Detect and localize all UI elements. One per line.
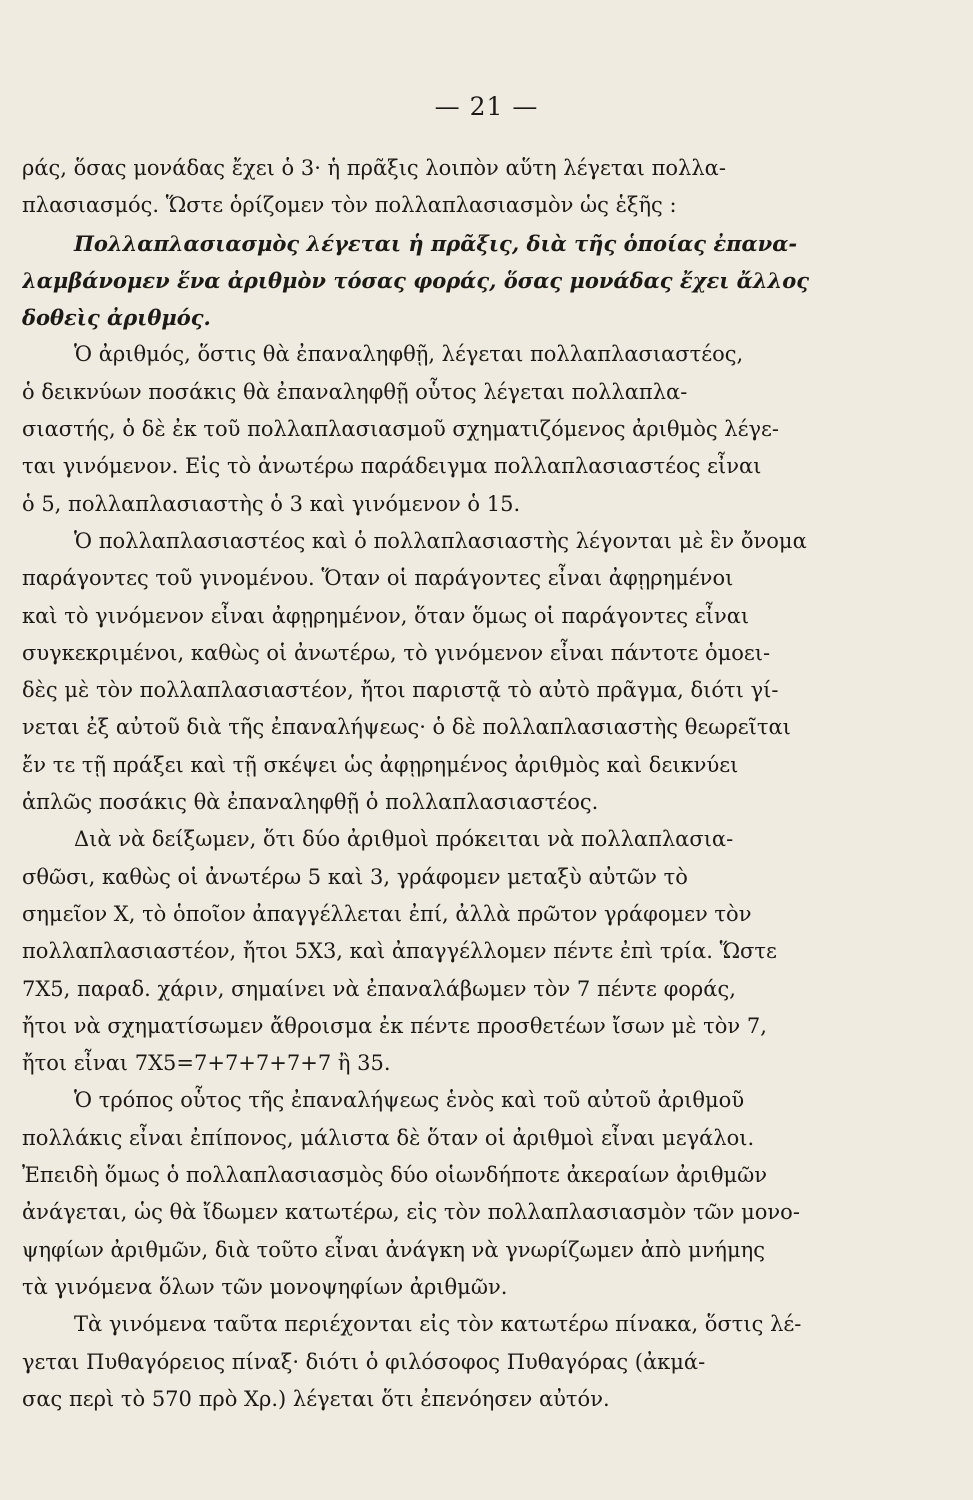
definition-line: λαμβάνομεν ἕνα ἀριθμὸν τόσας φοράς, ὅσας μονάδας ἔχει ἄλλος <box>22 267 810 293</box>
text-line: συγκεκριμένοι, καθὼς οἱ ἀνωτέρω, τὸ γινόμενον εἶναι πάντοτε ὁμοει- <box>22 640 771 665</box>
text-line: Ὁ τρόπος οὗτος τῆς ἐπαναλήψεως ἑνὸς καὶ τοῦ αὐτοῦ ἀριθμοῦ <box>74 1088 745 1113</box>
text-line: σας περὶ τὸ 570 πρὸ Χρ.) λέγεται ὅτι ἐπενόησεν αὐτόν. <box>22 1386 610 1411</box>
text-line: 7X5, παραδ. χάριν, σημαίνει νὰ ἐπαναλάβωμεν τὸν 7 πέντε φοράς, <box>22 976 736 1001</box>
text-line: ἤτοι εἶναι 7X5=7+7+7+7+7 ἢ 35. <box>22 1051 391 1076</box>
text-line: ἤτοι νὰ σχηματίσωμεν ἄθροισμα ἐκ πέντε προσθετέων ἴσων μὲ τὸν 7, <box>22 1013 767 1038</box>
text-line: Ὁ πολλαπλασιαστέος καὶ ὁ πολλαπλασιαστὴς λέγονται μὲ ἓν ὄνομα <box>74 528 807 553</box>
text-line: πλασιασμός. Ὥστε ὁρίζομεν τὸν πολλαπλασιασμὸν ὡς ἑξῆς : <box>22 193 677 218</box>
text-line: Ἐπειδὴ ὅμως ὁ πολλαπλασιασμὸς δύο οἱωνδήποτε ἀκεραίων ἀριθμῶν <box>22 1163 768 1188</box>
text-line: πολλάκις εἶναι ἐπίπονος, μάλιστα δὲ ὅταν οἱ ἀριθμοὶ εἶναι μεγάλοι. <box>22 1125 755 1150</box>
definition-line: δοθεὶς ἀριθμός. <box>22 305 211 331</box>
definition-line: Πολλαπλασιασμὸς λέγεται ἡ πρᾶξις, διὰ τῆς ὁποίας ἐπανα- <box>74 230 798 256</box>
text-line: ται γινόμενον. Εἰς τὸ ἀνωτέρω παράδειγμα πολλαπλασιαστέος εἶναι <box>22 454 762 479</box>
text-line: δὲς μὲ τὸν πολλαπλασιαστέον, ἤτοι παριστᾷ τὸ αὐτὸ πρᾶγμα, διότι γί- <box>22 678 779 703</box>
text-line: πολλαπλασιαστέον, ἤτοι 5X3, καὶ ἀπαγγέλλομεν πέντε ἐπὶ τρία. Ὥστε <box>22 939 777 964</box>
text-line: ὁ 5, πολλαπλασιαστὴς ὁ 3 καὶ γινόμενον ὁ 15. <box>22 491 521 516</box>
body-text <box>22 150 902 1418</box>
text-line: Διὰ νὰ δείξωμεν, ὅτι δύο ἀριθμοὶ πρόκειται νὰ πολλαπλασια- <box>74 827 734 852</box>
text-line: σιαστής, ὁ δὲ ἐκ τοῦ πολλαπλασιασμοῦ σχηματιζόμενος ἀριθμὸς λέγε- <box>22 417 779 442</box>
text-line: ψηφίων ἀριθμῶν, διὰ τοῦτο εἶναι ἀνάγκη νὰ γνωρίζωμεν ἀπὸ μνήμης <box>22 1237 765 1262</box>
text-line: παράγοντες τοῦ γινομένου. Ὅταν οἱ παράγοντες εἶναι ἀφῃρημένοι <box>22 566 734 591</box>
text-line: ἁπλῶς ποσάκις θὰ ἐπαναληφθῇ ὁ πολλαπλασιαστέος. <box>22 790 599 815</box>
text-line: Τὰ γινόμενα ταῦτα περιέχονται εἰς τὸν κατωτέρω πίνακα, ὅστις λέ- <box>74 1312 802 1337</box>
text-line: σθῶσι, καθὼς οἱ ἀνωτέρω 5 καὶ 3, γράφομεν μεταξὺ αὐτῶν τὸ <box>22 864 688 889</box>
text-line: ἔν τε τῇ πράξει καὶ τῇ σκέψει ὡς ἀφῃρημένος ἀριθμὸς καὶ δεικνύει <box>22 752 739 777</box>
text-line: ράς, ὅσας μονάδας ἔχει ὁ 3· ἡ πρᾶξις λοιπὸν αὕτη λέγεται πολλα- <box>22 156 726 180</box>
page-number: — 21 — <box>434 92 539 121</box>
text-line: Ὁ ἀριθμός, ὅστις θὰ ἐπαναληφθῇ, λέγεται πολλαπλασιαστέος, <box>74 342 744 367</box>
text-line: ἀνάγεται, ὡς θὰ ἴδωμεν κατωτέρω, εἰς τὸν πολλαπλασιασμὸν τῶν μονο- <box>22 1200 800 1225</box>
text-line: σημεῖον X, τὸ ὁποῖον ἀπαγγέλλεται ἐπί, ἀλλὰ πρῶτον γράφομεν τὸν <box>22 901 752 926</box>
text-line: καὶ τὸ γινόμενον εἶναι ἀφῃρημένον, ὅταν ὅμως οἱ παράγοντες εἶναι <box>22 603 750 628</box>
text-line: ὁ δεικνύων ποσάκις θὰ ἐπαναληφθῇ οὗτος λέγεται πολλαπλα- <box>22 379 688 404</box>
text-line: γεται Πυθαγόρειος πίναξ· διότι ὁ φιλόσοφος Πυθαγόρας (ἀκμά- <box>22 1349 706 1374</box>
text-line: νεται ἐξ αὐτοῦ διὰ τῆς ἐπαναλήψεως· ὁ δὲ πολλαπλασιαστὴς θεωρεῖται <box>22 715 791 740</box>
text-line: τὰ γινόμενα ὅλων τῶν μονοψηφίων ἀριθμῶν. <box>22 1274 508 1299</box>
